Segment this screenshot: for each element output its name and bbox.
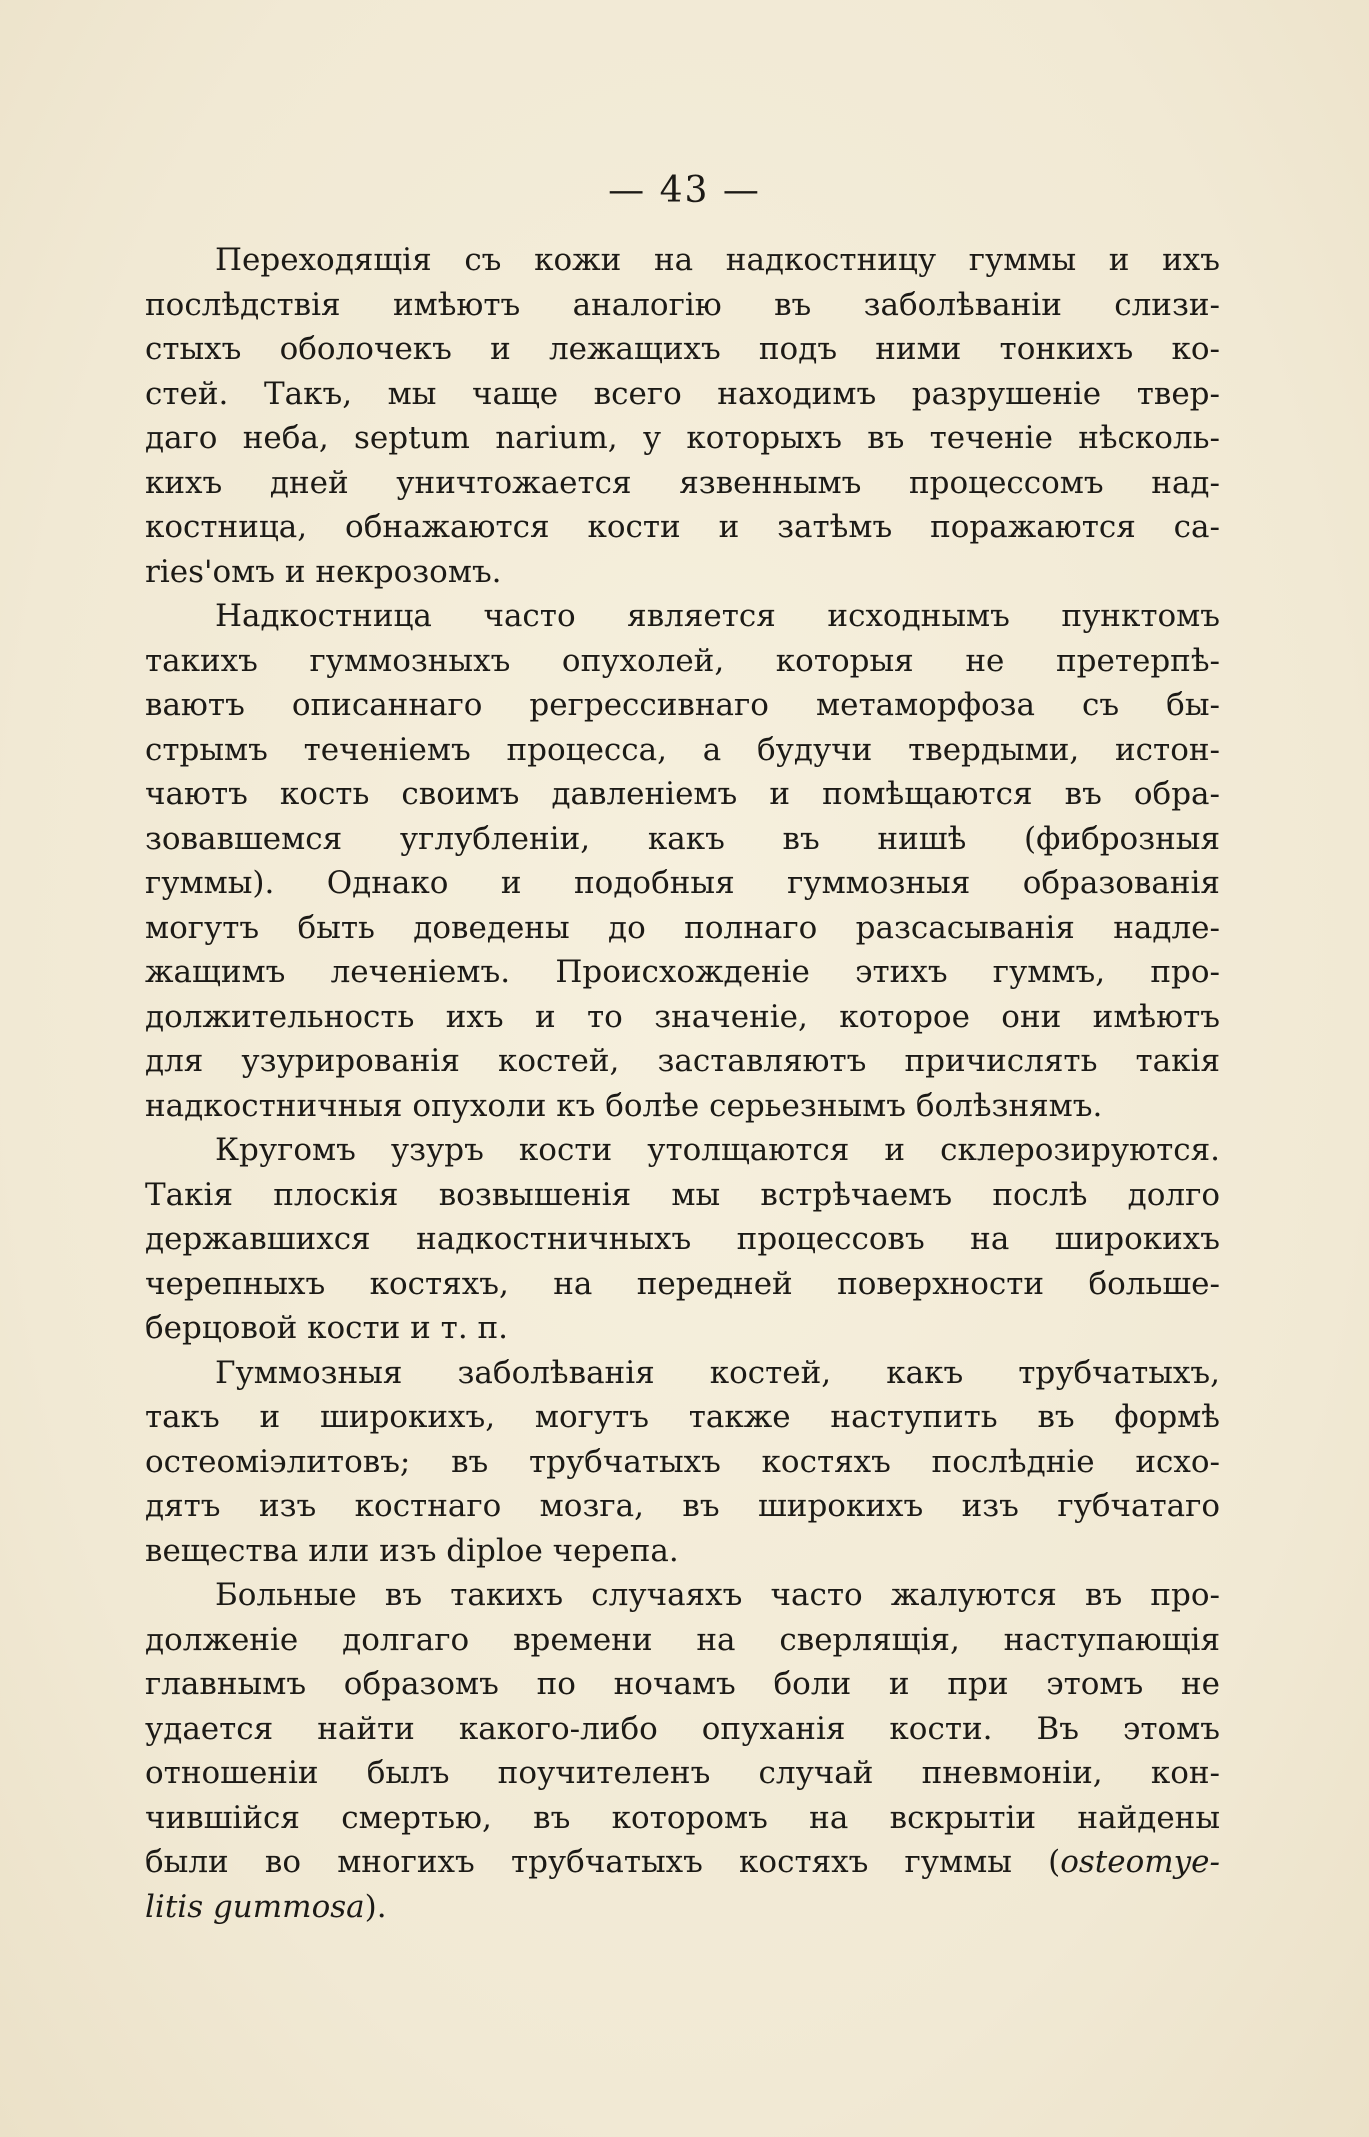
text-line: такъ и широкихъ, могутъ также наступить въ формѣ [145,1399,1220,1435]
paragraph [145,1128,1220,1351]
text-line: Больные въ такихъ случаяхъ часто жалуются въ про- [215,1577,1220,1613]
text-line: долженіе долгаго времени на сверлящія, наступающія [145,1621,1220,1658]
text-line: удается найти какого-либо опуханія кости. Въ этомъ [145,1710,1220,1747]
text-line: черепныхъ костяхъ, на передней поверхности больше- [145,1265,1220,1302]
text-line: чившійся смертью, въ которомъ на вскрытіи найдены [145,1799,1220,1836]
text-line: такихъ гуммозныхъ опухолей, которыя не претерпѣ- [145,642,1220,679]
paragraph [145,238,1220,594]
paragraph [145,594,1220,1128]
text-line: главнымъ образомъ по ночамъ боли и при этомъ не [145,1666,1220,1702]
text-line: Переходящія съ кожи на надкостницу гуммы и ихъ [215,242,1220,278]
page-number: — 43 — [608,170,761,211]
text-line: стыхъ оболочекъ и лежащихъ подъ ними тонкихъ ко- [145,331,1220,367]
text-line: остеоміэлитовъ; въ трубчатыхъ костяхъ послѣдніе исхо- [145,1443,1220,1480]
text-line: вещества или изъ diploe черепа. [145,1532,679,1569]
text-line: жащимъ леченіемъ. Происхожденіе этихъ гуммъ, про- [145,954,1220,990]
text-line: Надкостница часто является исходнымъ пунктомъ [215,598,1220,634]
text-line: кихъ дней уничтожается язвеннымъ процессомъ над- [145,464,1220,501]
text-line: дятъ изъ костнаго мозга, въ широкихъ изъ губчатаго [145,1488,1220,1524]
text-line: стрымъ теченіемъ процесса, а будучи твердыми, истон- [145,731,1220,768]
text-line: костница, обнажаются кости и затѣмъ поражаются са- [145,509,1220,545]
latin-term: litis gummosa [145,1888,365,1925]
text-line: даго неба, septum narium, у которыхъ въ теченіе нѣсколь- [145,420,1220,456]
text-line: Гуммозныя заболѣванія костей, какъ трубчатыхъ, [215,1354,1220,1391]
text-line: зовавшемся углубленіи, какъ въ нишѣ (фиброзныя [145,820,1220,857]
text-line: должительность ихъ и то значеніе, которое они имѣютъ [145,998,1220,1035]
latin-term: osteomye- [1060,1844,1220,1880]
body-text [145,238,1220,1929]
text-line: державшихся надкостничныхъ процессовъ на широкихъ [145,1221,1220,1257]
text-line: litis gummosa). [145,1888,387,1925]
text-line: ries'омъ и некрозомъ. [145,553,502,590]
text-line: отношеніи былъ поучителенъ случай пневмоніи, кон- [145,1755,1220,1791]
text-line: надкостничныя опухоли къ болѣе серьезнымъ болѣзнямъ. [145,1087,1103,1124]
text-line: гуммы). Однако и подобныя гуммозныя образованія [145,865,1220,901]
text-line: послѣдствія имѣютъ аналогію въ заболѣваніи слизи- [145,286,1220,323]
text-line: берцовой кости и т. п. [145,1310,509,1346]
text-line: Такія плоскія возвышенія мы встрѣчаемъ послѣ долго [145,1176,1220,1213]
text-line: для узурированія костей, заставляютъ причислять такія [145,1043,1220,1079]
text-line: стей. Такъ, мы чаще всего находимъ разрушеніе твер- [145,375,1220,412]
paragraph [145,1351,1220,1574]
text-line: ваютъ описаннаго регрессивнаго метаморфоза съ бы- [145,687,1220,723]
paragraph [145,1573,1220,1929]
text-line: могутъ быть доведены до полнаго разсасыванія надле- [145,909,1220,946]
text-line: чаютъ кость своимъ давленіемъ и помѣщаются въ обра- [145,776,1220,812]
text-line: Кругомъ узуръ кости утолщаются и склерозируются. [215,1132,1220,1168]
text-line: были во многихъ трубчатыхъ костяхъ гуммы (osteomye- [145,1844,1220,1880]
